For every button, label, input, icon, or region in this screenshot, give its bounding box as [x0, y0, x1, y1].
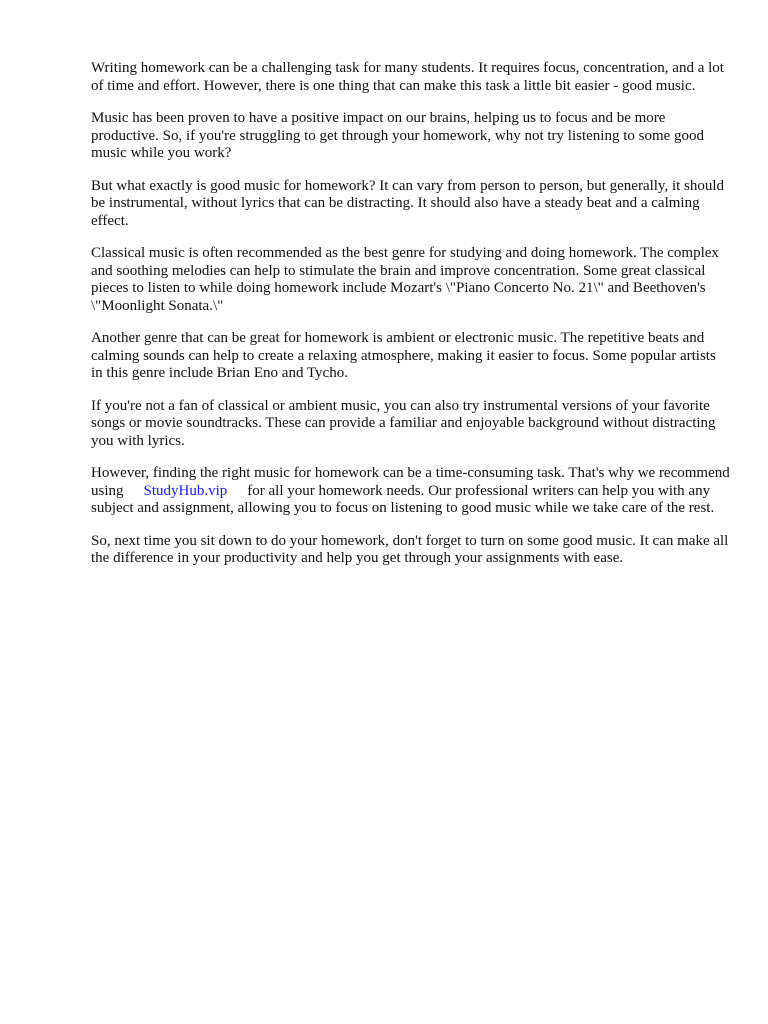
paragraph-1: Writing homework can be a challenging task for many students. It requires focus, concentration, and a lot of time and effort. However, there is one thing that can make this task a little bit easier - good music.: [91, 60, 724, 94]
paragraph-6: If you're not a fan of classical or ambient music, you can also try instrumental versions of your favorite songs or movie soundtracks. These can provide a familiar and enjoyable background without distracting you with lyrics.: [91, 397, 716, 449]
paragraph-5: Another genre that can be great for homework is ambient or electronic music. The repetitive beats and calming sounds can help to create a relaxing atmosphere, making it easier to focus. Some popular artists in this genre include Brian Eno and Tycho.: [91, 330, 716, 381]
studyhub-link[interactable]: StudyHub.vip: [143, 482, 228, 499]
paragraph-2: Music has been proven to have a positive impact on our brains, helping us to focus and be more productive. So, if you're struggling to get through your homework, why not try listening to some good music while you work?: [91, 110, 705, 161]
document-body: [91, 60, 731, 583]
paragraph-7-text-after: for all your homework needs. Our professional writers can help you with any subject and assignment, allowing you to focus on listening to good music while we take care of the rest.: [91, 482, 715, 516]
paragraph-7: [91, 465, 731, 518]
paragraph-8: So, next time you sit down to do your homework, don't forget to turn on some good music. It can make all the difference in your productivity and help you get through your assignments with ease.: [91, 532, 729, 566]
paragraph-4: Classical music is often recommended as the best genre for studying and doing homework. The complex and soothing melodies can help to stimulate the brain and improve concentration. Some great classical pieces to listen to while doing homework include Mozart's \"Piano Concerto No. 21\" and Beethoven's \"Moonlight Sonata.\": [91, 245, 719, 314]
paragraph-7-text-before: However, finding the right music for homework can be a time-consuming task. That's why we recommend using: [91, 465, 730, 499]
paragraph-3: But what exactly is good music for homework? It can vary from person to person, but generally, it should be instrumental, without lyrics that can be distracting. It should also have a steady beat and a calming effect.: [91, 177, 725, 229]
